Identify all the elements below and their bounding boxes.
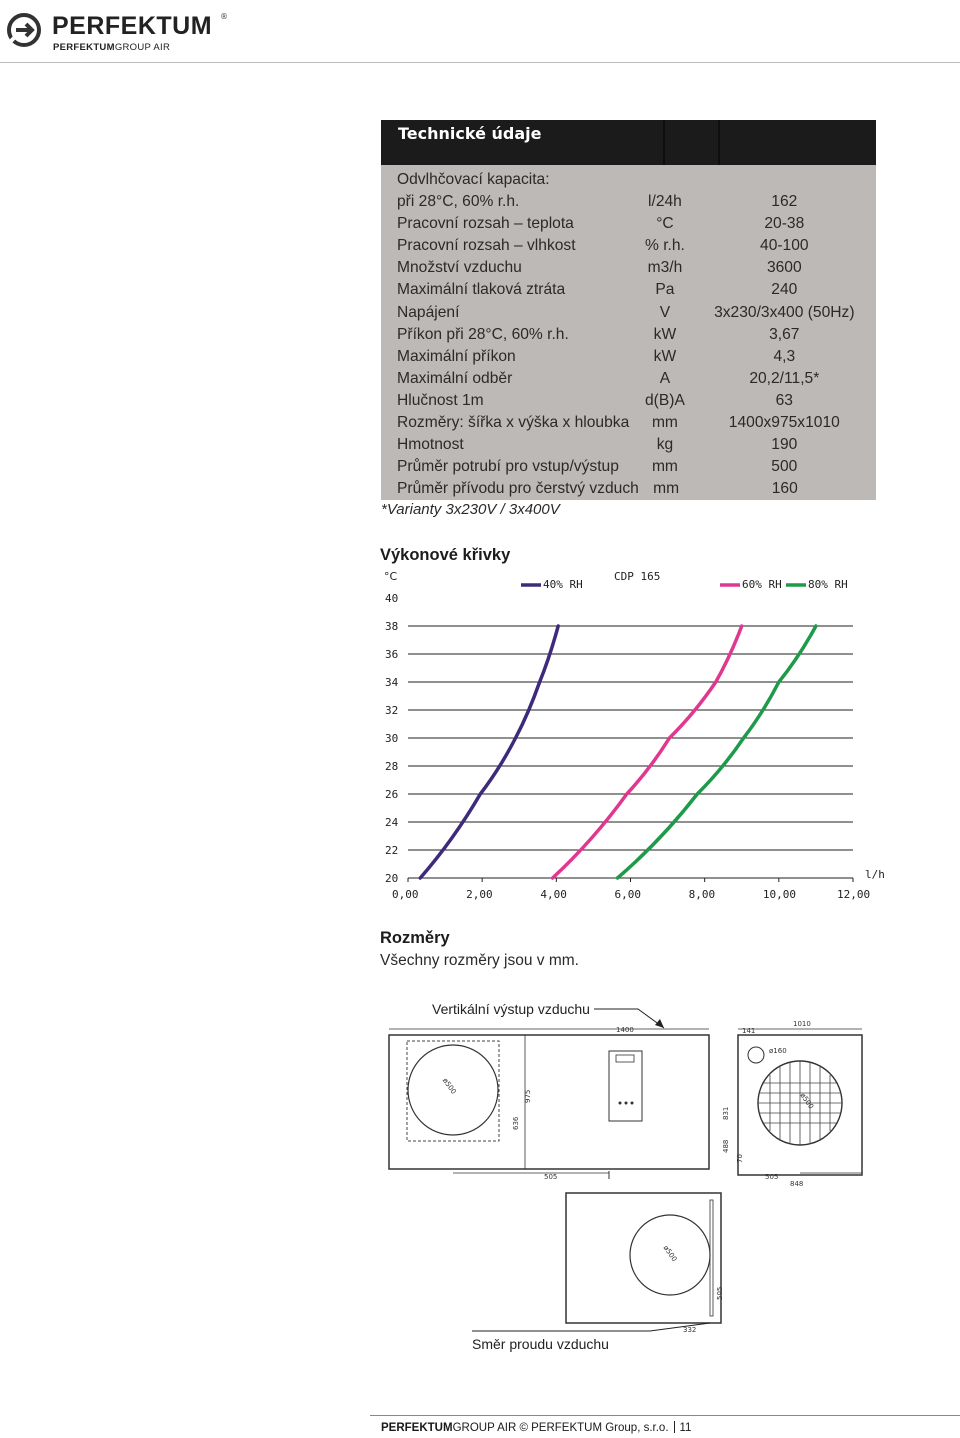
x-tick-label: 8,00: [688, 888, 716, 901]
fresh-air-inlet: [748, 1047, 764, 1063]
inlet-height-dimension: 636: [512, 1116, 520, 1130]
side-height-dimension: 831: [722, 1106, 730, 1120]
airflow-callout: [472, 1323, 710, 1331]
row-label: Pracovní rozsah – vlhkost: [397, 237, 576, 255]
side-total-dimension: 848: [790, 1180, 804, 1188]
row-value: 240: [771, 281, 798, 299]
row-value: 63: [775, 391, 793, 409]
x-tick-label: 6,00: [614, 888, 641, 901]
table-row: [381, 233, 876, 255]
side-foot-dimension: 70: [736, 1154, 744, 1163]
technical-data-header: [381, 120, 876, 165]
row-value: 190: [771, 436, 798, 454]
table-row: [381, 366, 876, 388]
row-unit: V: [659, 303, 671, 321]
header-divider: [0, 62, 960, 63]
table-row: [381, 344, 876, 366]
bottom-view-outline: [566, 1193, 721, 1323]
table-row: [381, 476, 876, 498]
panel-button: [625, 1102, 628, 1105]
row-unit: d(B)A: [645, 391, 685, 409]
row-label: Maximální odběr: [397, 369, 513, 387]
logo-sub-bold: PERFEKTUM: [53, 42, 115, 53]
table-row: [381, 189, 876, 211]
row-label: Množství vzduchu: [397, 259, 522, 277]
row-label: Maximální příkon: [397, 347, 516, 365]
table-row: [381, 167, 876, 189]
chart-title: CDP 165: [614, 570, 661, 583]
y-tick-label: 32: [385, 704, 399, 717]
table-row: [381, 432, 876, 454]
table-row: [381, 277, 876, 299]
row-label: Rozměry: šířka x výška x hloubka: [397, 414, 630, 432]
x-tick-label: 12,00: [837, 888, 871, 901]
row-unit: kW: [653, 325, 677, 343]
row-unit: m3/h: [647, 259, 683, 277]
y-tick-label: 38: [385, 620, 399, 633]
row-label: Průměr přívodu pro čerstvý vzduch: [397, 480, 639, 498]
x-tick-label: 10,00: [762, 888, 796, 901]
row-unit: kW: [653, 347, 677, 365]
panel-button: [619, 1102, 622, 1105]
row-value: 3,67: [769, 325, 800, 343]
row-unit: % r.h.: [645, 237, 685, 255]
panel-display: [616, 1055, 634, 1062]
logo-subtitle: [53, 42, 170, 53]
table-row: [381, 322, 876, 344]
width-dimension: 1400: [616, 1026, 634, 1034]
callout-arrow-icon: [655, 1019, 664, 1028]
row-value: 4,3: [773, 347, 796, 365]
perfektum-logo-icon: [6, 12, 46, 52]
row-value: 1400x975x1010: [728, 414, 840, 432]
side-base-dimension: 505: [765, 1173, 779, 1181]
side-inlet-dimension: 488: [722, 1139, 730, 1153]
front-view-outline: [389, 1035, 709, 1169]
x-tick-label: 4,00: [540, 888, 567, 901]
footer-text: GROUP AIR © PERFEKTUM Group, s.r.o.: [452, 1422, 669, 1434]
bottom-width-dimension: 332: [683, 1326, 697, 1334]
row-unit: °C: [656, 215, 674, 233]
row-unit: mm: [651, 414, 678, 432]
y-tick-label: 24: [385, 816, 399, 829]
row-value: 20,2/11,5*: [749, 369, 820, 387]
row-value: 500: [771, 458, 798, 476]
performance-chart: [378, 566, 890, 906]
legend-label: 80% RH: [808, 578, 848, 591]
table-row: [381, 255, 876, 277]
bottom-duct-dim: ø500: [661, 1244, 679, 1264]
series-line: [553, 626, 742, 878]
footer-brand: PERFEKTUM: [381, 1422, 453, 1434]
row-unit: A: [659, 369, 671, 387]
y-tick-label: 26: [385, 788, 399, 801]
y-tick-label: 40: [385, 592, 399, 605]
table-row: [381, 211, 876, 233]
airflow-label: Směr proudu vzduchu: [472, 1336, 609, 1352]
dimension-drawings-svg: [380, 995, 880, 1365]
technical-data-table: [381, 120, 876, 518]
vertical-outlet-label: Vertikální výstup vzduchu: [432, 1001, 590, 1017]
depth-dimension: 1010: [793, 1020, 811, 1028]
row-unit: Pa: [655, 281, 675, 299]
row-label: Příkon při 28°C, 60% r.h.: [397, 325, 569, 343]
footer-separator: [674, 1421, 675, 1433]
height-dimension: 975: [524, 1089, 532, 1103]
variants-note: *Varianty 3x230V / 3x400V: [381, 501, 560, 519]
row-value: 20-38: [764, 215, 805, 233]
row-label: Maximální tlaková ztráta: [397, 281, 566, 299]
dimensions-note: Všechny rozměry jsou v mm.: [380, 952, 579, 969]
bottom-height-dimension: 505: [716, 1286, 724, 1300]
y-axis-unit: °C: [384, 570, 398, 583]
row-label: Hlučnost 1m: [397, 391, 484, 409]
logo-sub-rest: GROUP AIR: [114, 42, 171, 53]
row-value: 40-100: [760, 237, 809, 255]
logo-brand: PERFEKTUM: [52, 12, 213, 40]
table-row: [381, 454, 876, 476]
y-tick-label: 22: [385, 844, 399, 857]
series-line: [420, 626, 558, 878]
technical-data-body: [381, 165, 876, 500]
panel-button: [631, 1102, 634, 1105]
y-tick-label: 28: [385, 760, 399, 773]
row-value: 3600: [766, 259, 802, 277]
side-duct-dim: ø500: [798, 1091, 816, 1111]
page-number: 11: [679, 1422, 692, 1434]
dimensions-title: Rozměry: [380, 929, 450, 947]
dimension-drawings: [380, 995, 880, 1365]
x-tick-label: 2,00: [466, 888, 493, 901]
x-tick-label: 0,00: [392, 888, 419, 901]
base-dimension: 505: [544, 1173, 558, 1181]
row-value: 160: [771, 480, 798, 498]
fresh-air-dim: ø160: [769, 1047, 787, 1055]
row-unit: mm: [653, 480, 680, 498]
front-duct-dim: ø500: [440, 1076, 458, 1096]
company-logo: [6, 8, 246, 54]
capacity-label: Odvlhčovací kapacita:: [397, 171, 550, 188]
logo-registered: ®: [220, 12, 228, 21]
row-value: 3x230/3x400 (50Hz): [714, 303, 855, 321]
row-label: Pracovní rozsah – teplota: [397, 215, 574, 233]
table-row: [381, 388, 876, 410]
offset-dimension: 141: [742, 1027, 756, 1035]
y-tick-label: 20: [385, 872, 399, 885]
table-row: [381, 299, 876, 321]
technical-rows: [381, 189, 876, 498]
row-unit: mm: [651, 458, 678, 476]
table-row: [381, 410, 876, 432]
footer: [381, 1421, 691, 1434]
header-separator: [663, 120, 665, 165]
row-label: Hmotnost: [397, 436, 464, 454]
y-tick-label: 36: [385, 648, 399, 661]
row-label: při 28°C, 60% r.h.: [397, 193, 520, 211]
performance-title: Výkonové křivky: [380, 546, 511, 564]
y-tick-label: 34: [385, 676, 399, 689]
control-panel: [609, 1051, 642, 1121]
y-tick-label: 30: [385, 732, 399, 745]
header-separator: [718, 120, 720, 165]
series-line: [618, 626, 816, 878]
footer-divider: [370, 1415, 960, 1416]
row-value: 162: [771, 193, 798, 211]
row-label: Napájení: [397, 303, 460, 321]
x-axis-unit: l/h: [865, 868, 885, 881]
legend-label: 60% RH: [742, 578, 782, 591]
row-label: Průměr potrubí pro vstup/výstup: [397, 458, 619, 476]
row-unit: kg: [656, 436, 674, 454]
technical-data-title: Technické údaje: [398, 124, 542, 143]
performance-chart-svg: [378, 566, 890, 906]
row-unit: l/24h: [648, 193, 682, 211]
legend-label: 40% RH: [543, 578, 583, 591]
